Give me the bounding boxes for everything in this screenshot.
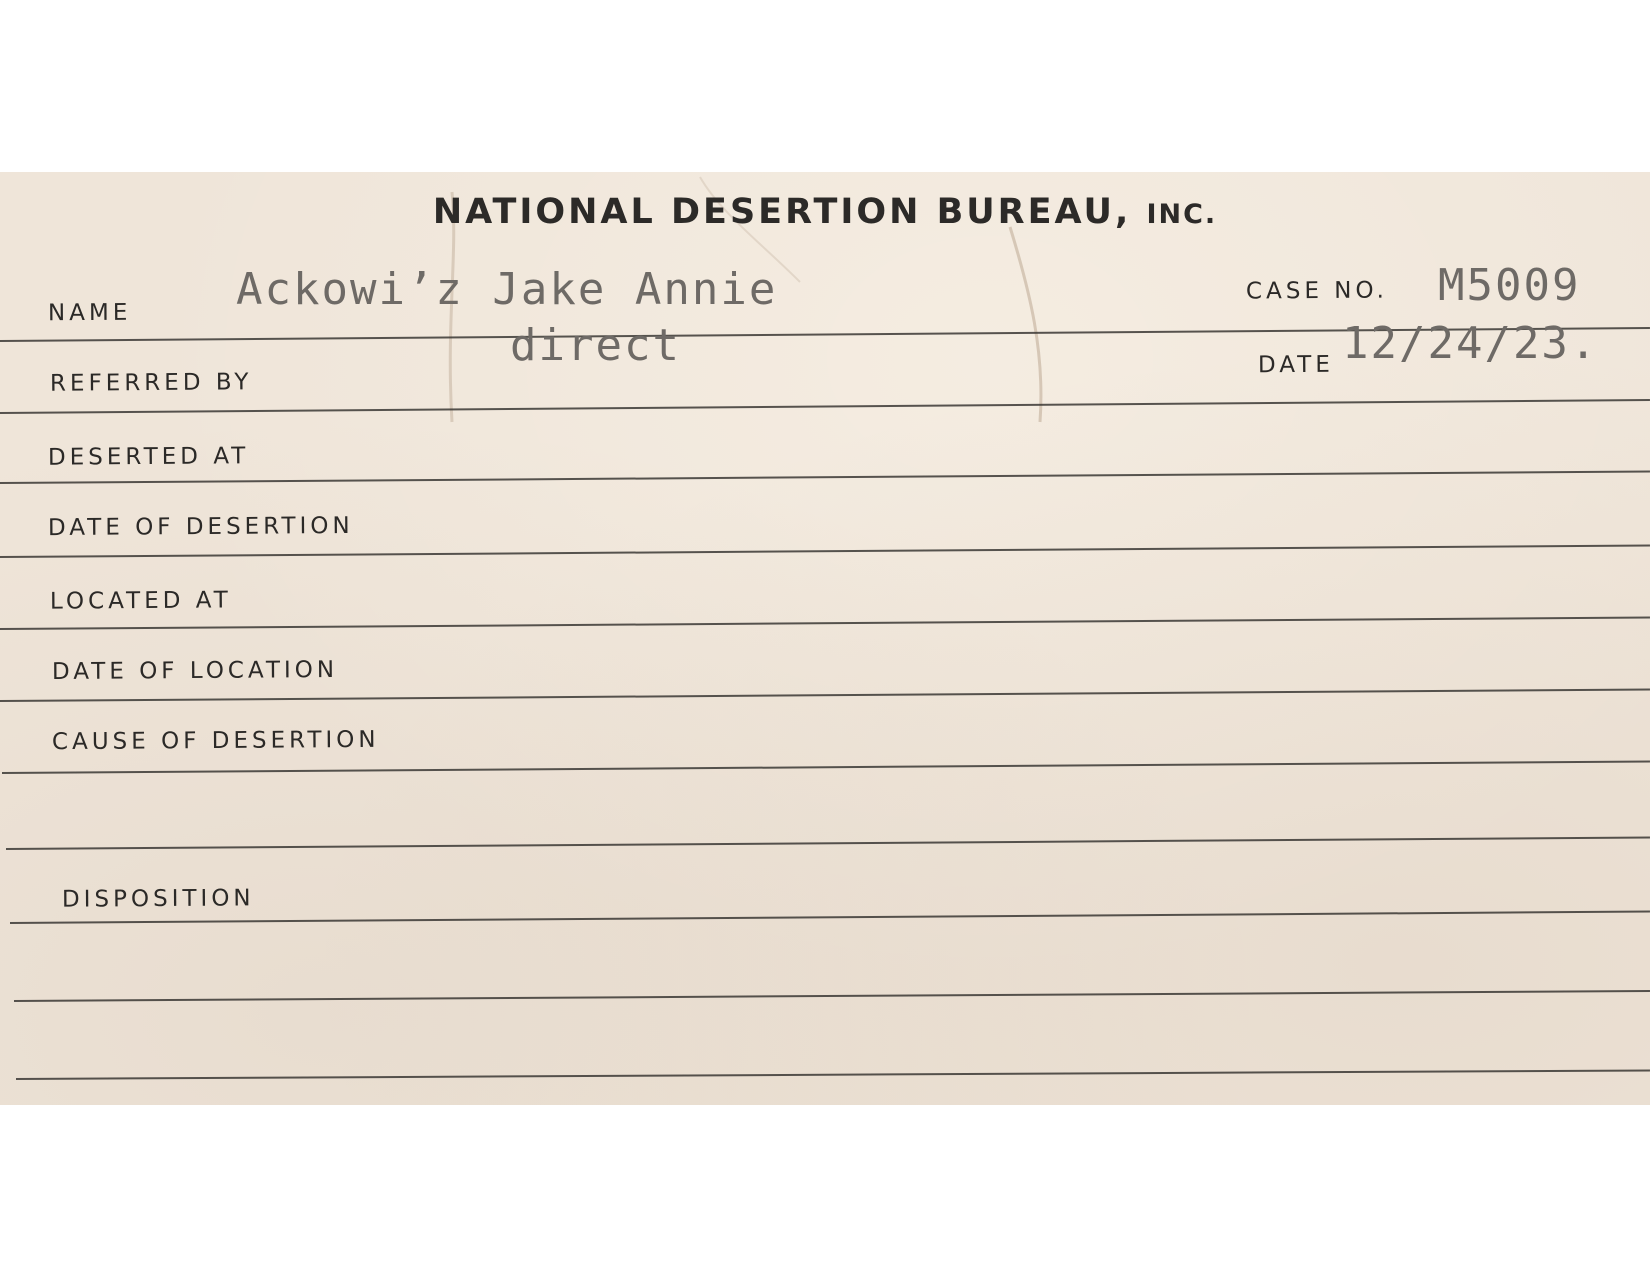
cause-of-desertion-label: CAUSE OF DESERTION (51, 726, 380, 756)
bureau-suffix: INC. (1146, 199, 1218, 230)
deserted-at-label: DESERTED AT (47, 443, 250, 471)
index-card (0, 172, 1650, 1105)
disposition-rule (10, 911, 1650, 924)
date-label: DATE (1257, 351, 1334, 379)
disposition-rule-2 (14, 990, 1650, 1002)
disposition-rule-3 (16, 1069, 1650, 1080)
located-at-rule (0, 616, 1650, 630)
referred-by-rule (0, 399, 1650, 414)
card-title (0, 192, 1650, 232)
disposition-label: DISPOSITION (61, 885, 255, 913)
name-value: Ackowi’z Jake Annie (236, 264, 778, 315)
case-no-label: CASE NO. (1245, 277, 1389, 305)
date-of-desertion-label: DATE OF DESERTION (47, 512, 354, 542)
case-no-value: M5009 (1438, 260, 1581, 311)
deserted-at-rule (0, 470, 1650, 484)
bureau-name: NATIONAL DESERTION BUREAU, (432, 192, 1132, 232)
cause-of-desertion-rule (2, 760, 1650, 774)
located-at-label: LOCATED AT (49, 587, 232, 615)
name-label: NAME (47, 299, 132, 327)
date-of-desertion-rule (0, 544, 1650, 558)
referred-by-value: direct (510, 320, 681, 371)
date-of-location-rule (0, 688, 1650, 702)
referred-by-label: REFERRED BY (49, 369, 253, 397)
date-of-location-label: DATE OF LOCATION (51, 657, 339, 685)
cause-extra-rule (6, 837, 1650, 850)
date-value: 12/24/23. (1342, 318, 1599, 369)
